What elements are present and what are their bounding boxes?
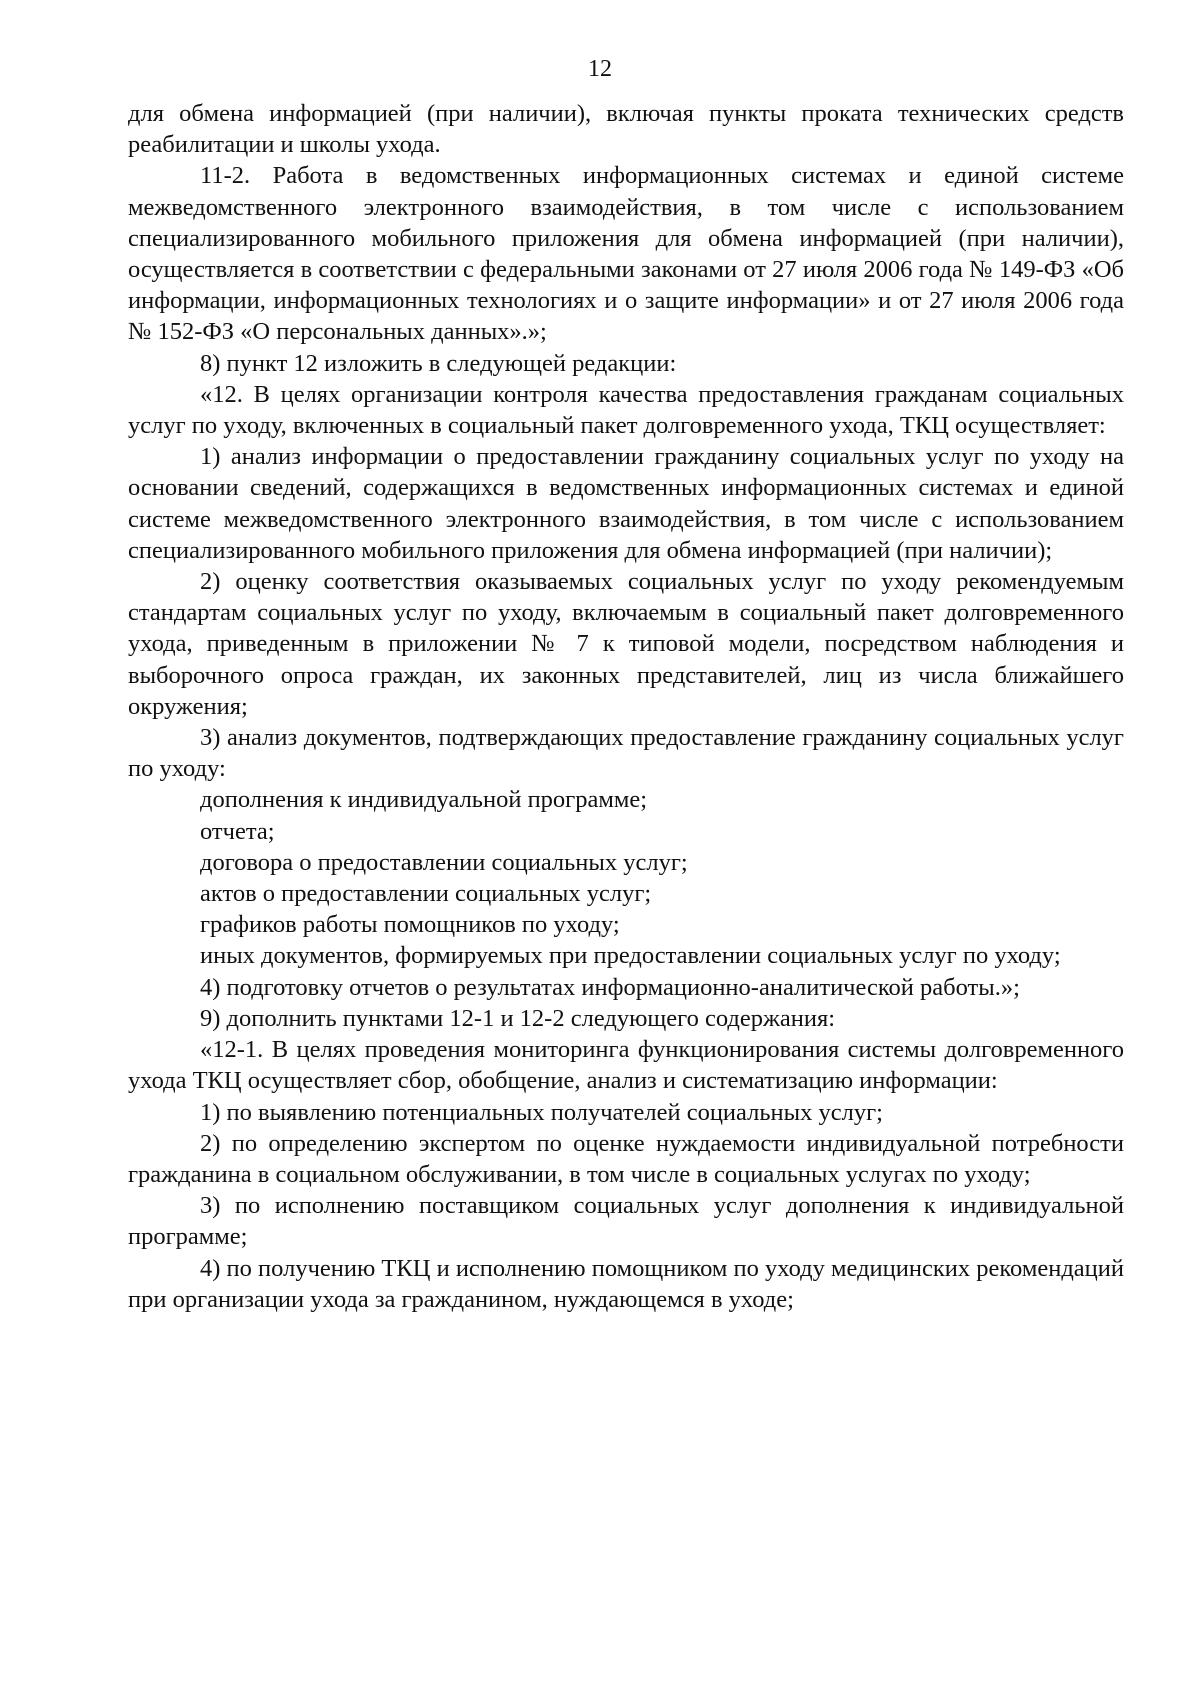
paragraph: 1) анализ информации о предоставлении гражданину социальных услуг по уходу на основании сведений, содержащихся в ведомственных информационных системах и единой системе межведомственного электронного взаимодействия, в том числе с использованием специализированного мобильного приложения для обмена информацией (при наличии); — [128, 443, 1124, 564]
list-item: договора о предоставлении социальных услуг; — [200, 848, 688, 876]
list-item: отчета; — [200, 817, 275, 845]
list-item: актов о предоставлении социальных услуг; — [200, 880, 652, 908]
list-item: дополнения к индивидуальной программе; — [200, 786, 648, 814]
list-item: иных документов, формируемых при предоставлении социальных услуг по уходу; — [200, 942, 1061, 970]
page-number: 12 — [588, 56, 612, 82]
paragraph: 2) оценку соответствия оказываемых социальных услуг по уходу рекомендуемым стандартам социальных услуг по уходу, включаемым в социальный пакет долговременного ухода, приведенным в приложении № 7 к типовой модели, посредством наблюдения и выборочного опроса граждан, их законных представителей, лиц из числа ближайшего окружения; — [128, 568, 1124, 720]
paragraph: «12. В целях организации контроля качества предоставления гражданам социальных услуг по уходу, включенных в социальный пакет долговременного ухода, ТКЦ осуществляет: — [128, 380, 1124, 440]
paragraph: 4) подготовку отчетов о результатах информационно-аналитической работы.»; — [200, 973, 1020, 1001]
paragraph: 3) анализ документов, подтверждающих предоставление гражданину социальных услуг по уходу: — [128, 724, 1124, 783]
list-item: графиков работы помощников по уходу; — [200, 911, 620, 939]
paragraph: 11-2. Работа в ведомственных информационных системах и единой системе межведомственного электронного взаимодействия, в том числе с использованием специализированного мобильного приложения для обмена информацией (при наличии), осуществляется в соответствии с федеральными законами от 27 июля 2006 года № 149-ФЗ «Об информации, информационных технологиях и о защите информации» и от 27 июля 2006 года № 152-ФЗ «О персональных данных».»; — [128, 162, 1124, 346]
paragraph: 2) по определению экспертом по оценке нуждаемости индивидуальной потребности гражданина в социальном обслуживании, в том числе в социальных услугах по уходу; — [128, 1129, 1124, 1188]
paragraph: «12-1. В целях проведения мониторинга функционирования системы долговременного ухода ТКЦ осуществляет сбор, обобщение, анализ и систематизацию информации: — [128, 1036, 1124, 1095]
paragraph: 8) пункт 12 изложить в следующей редакции: — [200, 349, 677, 377]
document-body — [128, 98, 1124, 1315]
paragraph: 4) по получению ТКЦ и исполнению помощником по уходу медицинских рекомендаций при организации ухода за гражданином, нуждающемся в уходе; — [128, 1254, 1124, 1313]
paragraph: 1) по выявлению потенциальных получателей социальных услуг; — [200, 1098, 883, 1126]
paragraph: 9) дополнить пунктами 12-1 и 12-2 следующего содержания: — [200, 1004, 836, 1032]
paragraph: для обмена информацией (при наличии), включая пункты проката технических средств реабилитации и школы ухода. — [128, 100, 1124, 159]
paragraph: 3) по исполнению поставщиком социальных услуг дополнения к индивидуальной программе; — [128, 1192, 1124, 1251]
